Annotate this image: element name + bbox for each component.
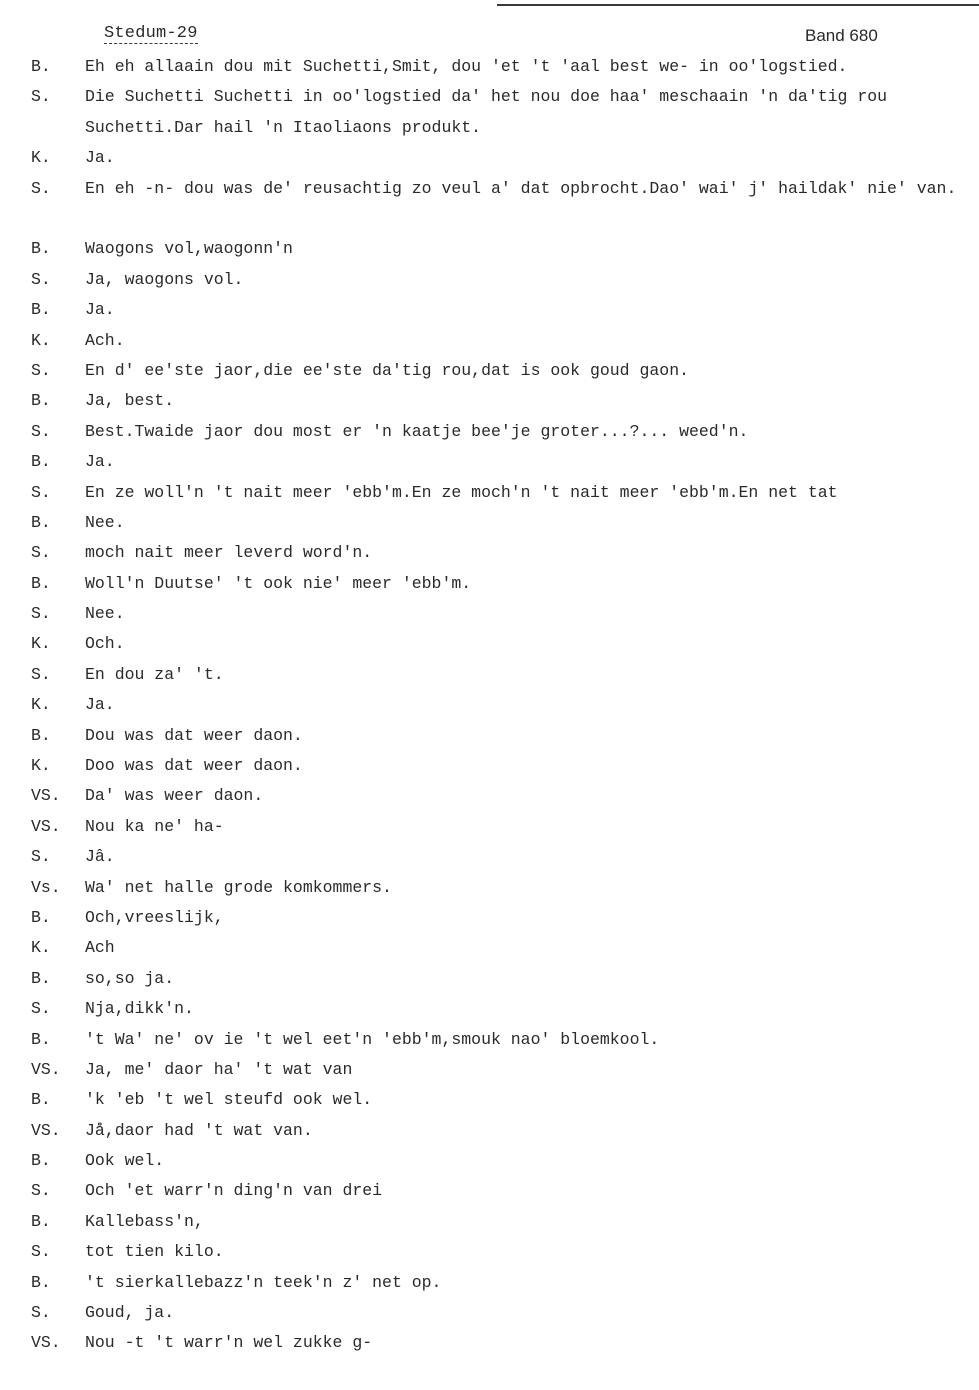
speaker-label: S.	[31, 269, 51, 289]
utterance-text: En d' ee'ste jaor,die ee'ste da'tig rou,dat is ook goud gaon.	[85, 360, 689, 380]
page-header	[0, 0, 979, 60]
speaker-label: K.	[31, 634, 51, 654]
utterance-text: 't Wa' ne' ov ie 't wel eet'n 'ebb'm,smouk nao' bloemkool.	[85, 1029, 660, 1049]
utterance-text: so,so ja.	[85, 968, 175, 988]
speaker-label: B.	[31, 907, 51, 927]
speaker-label: S.	[31, 482, 51, 502]
speaker-label: B.	[31, 300, 51, 320]
utterance-text: Ja, me' daor ha' 't wat van	[85, 1059, 353, 1079]
transcript-line	[0, 1146, 979, 1176]
transcript-line	[0, 1055, 979, 1085]
speaker-label: K.	[31, 330, 51, 350]
utterance-text: Woll'n Duutse' 't ook nie' meer 'ebb'm.	[85, 573, 472, 593]
speaker-label: S.	[31, 543, 51, 563]
transcript-line	[0, 873, 979, 903]
speaker-label: S.	[31, 360, 51, 380]
transcript-line	[0, 569, 979, 599]
transcript-line	[0, 1116, 979, 1146]
document-id-text: Stedum-29	[104, 24, 198, 43]
utterance-text: Die Suchetti Suchetti in oo'logstied da' het nou doe haa' meschaain 'n da'tig rou Suchetti.Dar hail 'n Itaoliaons produkt.	[85, 87, 897, 137]
utterance-text: Ja, best.	[85, 391, 175, 411]
speaker-label: B.	[31, 573, 51, 593]
transcript-line	[0, 690, 979, 720]
utterance-text: Nou -t 't warr'n wel zukke g-	[85, 1333, 373, 1353]
transcript-line	[0, 629, 979, 659]
transcript-line	[0, 265, 979, 295]
utterance-text: Och,vreeslijk,	[85, 907, 224, 927]
utterance-text: moch nait meer leverd word'n.	[85, 543, 373, 563]
transcript-line	[0, 478, 979, 508]
speaker-label: S.	[31, 178, 51, 198]
speaker-label: VS.	[31, 1333, 61, 1353]
speaker-label: B.	[31, 1029, 51, 1049]
speaker-label: S.	[31, 604, 51, 624]
utterance-text: Kallebass'n,	[85, 1211, 204, 1231]
utterance-text: Nja,dikk'n.	[85, 999, 194, 1019]
utterance-text: Nee.	[85, 512, 125, 532]
speaker-label: B.	[31, 1151, 51, 1171]
transcript-line	[0, 1268, 979, 1298]
utterance-text: En eh -n- dou was de' reusachtig zo veul a' dat opbrocht.Dao' wai' j' haildak' nie' van.	[85, 178, 957, 198]
speaker-label: Vs.	[31, 877, 61, 897]
utterance-text: tot tien kilo.	[85, 1242, 224, 1262]
transcript-line	[0, 781, 979, 811]
transcript-line	[0, 1237, 979, 1267]
utterance-text: Wa' net halle grode komkommers.	[85, 877, 392, 897]
utterance-text: Goud, ja.	[85, 1303, 175, 1323]
utterance-text: En ze woll'n 't nait meer 'ebb'm.En ze moch'n 't nait meer 'ebb'm.En net tat	[85, 482, 838, 502]
utterance-text: Ach	[85, 938, 115, 958]
transcript-line	[0, 903, 979, 933]
utterance-text: Waogons vol,waogonn'n	[85, 239, 293, 259]
transcript-line	[0, 417, 979, 447]
transcript-line	[0, 964, 979, 994]
speaker-label: B.	[31, 1211, 51, 1231]
utterance-text: Ja.	[85, 300, 115, 320]
transcript-line	[0, 52, 979, 82]
transcript-line	[0, 143, 979, 173]
transcript-line	[0, 812, 979, 842]
transcript-line	[0, 1328, 979, 1358]
speaker-label: B.	[31, 512, 51, 532]
speaker-label: VS.	[31, 816, 61, 836]
speaker-label: VS.	[31, 1120, 61, 1140]
speaker-label: B.	[31, 968, 51, 988]
utterance-text: Nee.	[85, 604, 125, 624]
transcript-line	[0, 1025, 979, 1055]
speaker-label: B.	[31, 1090, 51, 1110]
utterance-text: Ja.	[85, 452, 115, 472]
speaker-label: B.	[31, 452, 51, 472]
utterance-text: Doo was dat weer daon.	[85, 756, 303, 776]
transcript-line	[0, 356, 979, 386]
speaker-label: S.	[31, 1181, 51, 1201]
utterance-text: Da' was weer daon.	[85, 786, 264, 806]
utterance-text: Jâ.	[85, 847, 115, 867]
transcript-line	[0, 538, 979, 568]
speaker-label: S.	[31, 1242, 51, 1262]
utterance-text: 't sierkallebazz'n teek'n z' net op.	[85, 1272, 442, 1292]
speaker-label: S.	[31, 421, 51, 441]
speaker-label: B.	[31, 725, 51, 745]
utterance-text: Jå,daor had 't wat van.	[85, 1120, 313, 1140]
transcript-line	[0, 994, 979, 1024]
speaker-label: K.	[31, 695, 51, 715]
transcript-line	[0, 721, 979, 751]
speaker-label: S.	[31, 999, 51, 1019]
speaker-label: S.	[31, 664, 51, 684]
utterance-text: Ja.	[85, 695, 115, 715]
transcript-line	[0, 660, 979, 690]
speaker-label: B.	[31, 1272, 51, 1292]
transcript-line	[0, 751, 979, 781]
utterance-text: Ook wel.	[85, 1151, 165, 1171]
utterance-text: Ja, waogons vol.	[85, 269, 244, 289]
transcript-line	[0, 1176, 979, 1206]
speaker-label: K.	[31, 938, 51, 958]
utterance-text: En dou za' 't.	[85, 664, 224, 684]
utterance-text: Dou was dat weer daon.	[85, 725, 303, 745]
speaker-label: K.	[31, 756, 51, 776]
tape-number: Band 680	[805, 26, 878, 45]
transcript-line	[0, 386, 979, 416]
speaker-label: VS.	[31, 786, 61, 806]
transcript-line	[0, 174, 979, 235]
transcript-line	[0, 295, 979, 325]
utterance-text: Nou ka ne' ha-	[85, 816, 224, 836]
utterance-text: Ja.	[85, 148, 115, 168]
speaker-label: B.	[31, 239, 51, 259]
speaker-label: B.	[31, 57, 51, 76]
utterance-text: 'k 'eb 't wel steufd ook wel.	[85, 1090, 373, 1110]
transcript-line	[0, 1085, 979, 1115]
utterance-text: Eh eh allaain dou mit Suchetti,Smit, dou 'et 't 'aal best we- in oo'logstied.	[85, 57, 848, 76]
speaker-label: K.	[31, 148, 51, 168]
transcript-line	[0, 599, 979, 629]
transcript-line	[0, 933, 979, 963]
utterance-text: Och.	[85, 634, 125, 654]
transcript-line	[0, 842, 979, 872]
speaker-label: S.	[31, 87, 51, 107]
transcript-line	[0, 1298, 979, 1328]
utterance-text: Ach.	[85, 330, 125, 350]
transcript-line	[0, 234, 979, 264]
transcript-line	[0, 82, 979, 143]
transcript-line	[0, 326, 979, 356]
transcript-line	[0, 1207, 979, 1237]
speaker-label: S.	[31, 847, 51, 867]
utterance-text: Och 'et warr'n ding'n van drei	[85, 1181, 383, 1201]
speaker-label: S.	[31, 1303, 51, 1323]
transcript-line	[0, 508, 979, 538]
transcript	[0, 52, 979, 1359]
transcript-line	[0, 447, 979, 477]
speaker-label: B.	[31, 391, 51, 411]
document-id	[104, 24, 198, 44]
utterance-text: Best.Twaide jaor dou most er 'n kaatje bee'je groter...?... weed'n.	[85, 421, 749, 441]
speaker-label: VS.	[31, 1059, 61, 1079]
